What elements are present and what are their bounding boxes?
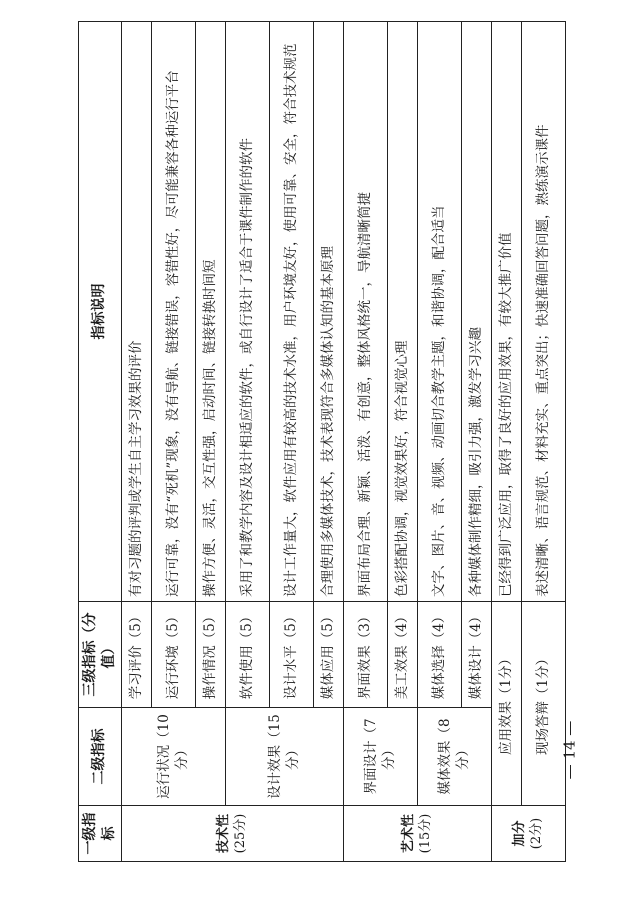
desc-cell: 色彩搭配协调，视觉效果好，符合视觉心理 bbox=[387, 22, 417, 602]
page-number-text: — 14 — bbox=[560, 720, 578, 780]
group-score: (15分) bbox=[418, 813, 434, 854]
level3-cell: 学习评价（5） bbox=[121, 602, 151, 708]
desc-cell: 文字、图片、音、视频、动画切合教学主题，和谐协调，配合适当 bbox=[417, 22, 461, 602]
level3-cell: 美工效果（4） bbox=[387, 602, 417, 708]
table-row bbox=[343, 22, 387, 862]
level2-design: 设计效果（15分） bbox=[225, 708, 343, 806]
level3-cell: 运行环境（5） bbox=[151, 602, 195, 708]
desc-cell: 设计工作量大，软件应用有较高的技术水准，用户环境友好，使用可靠、安全，符合技术规范 bbox=[269, 22, 313, 602]
level3-cell: 媒体选择（4） bbox=[417, 602, 461, 708]
level3-cell: 界面效果（3） bbox=[343, 602, 387, 708]
group-name: 技术性 bbox=[215, 814, 231, 854]
level2-defense: 现场答辩（1分） bbox=[521, 602, 565, 806]
header-level1: 一级指标 bbox=[79, 806, 122, 862]
desc-cell: 合理使用多媒体技术，技术表现符合多媒体认知的基本原理 bbox=[313, 22, 343, 602]
desc-cell: 采用了和教学内容及设计相适应的软件，或自行设计了适合于课件制作的软件 bbox=[225, 22, 269, 602]
level2-ui: 界面设计（7分） bbox=[343, 708, 417, 806]
header-desc: 指标说明 bbox=[79, 22, 122, 602]
group-score: (25分) bbox=[233, 813, 249, 854]
level3-cell: 媒体应用（5） bbox=[313, 602, 343, 708]
table-row bbox=[121, 22, 151, 862]
header-level3: 三级指标（分值） bbox=[79, 602, 122, 708]
level3-cell: 媒体设计（4） bbox=[461, 602, 491, 708]
table-header-row bbox=[79, 22, 122, 862]
desc-cell: 界面布局合理、新颖、活泼、有创意，整体风格统一，导航清晰简捷 bbox=[343, 22, 387, 602]
evaluation-criteria-table bbox=[78, 21, 566, 862]
level2-run: 运行状况（10分） bbox=[121, 708, 225, 806]
level3-cell: 软件使用（5） bbox=[225, 602, 269, 708]
group-bonus bbox=[491, 806, 565, 862]
level3-cell: 操作情况（5） bbox=[195, 602, 225, 708]
table-row bbox=[225, 22, 269, 862]
rotated-table-wrapper bbox=[78, 22, 552, 862]
desc-cell: 已经得到广泛应用，取得了良好的应用效果，有较大推广价值 bbox=[491, 22, 521, 602]
desc-cell: 表述清晰、语言规范、材料充实、重点突出；快速准确回答问题，熟练演示课件 bbox=[521, 22, 565, 602]
group-artistic bbox=[343, 806, 491, 862]
group-name: 加分 bbox=[511, 820, 527, 847]
desc-cell: 操作方便、灵活，交互性强，启动时间、链接转换时间短 bbox=[195, 22, 225, 602]
level3-cell: 设计水平（5） bbox=[269, 602, 313, 708]
page-number bbox=[549, 700, 589, 800]
level2-media: 媒体效果（8分） bbox=[417, 708, 491, 806]
level2-apply: 应用效果（1分） bbox=[491, 602, 521, 806]
table-row bbox=[417, 22, 461, 862]
group-technical bbox=[121, 806, 343, 862]
desc-cell: 有对习题的评判或学生自主学习效果的评价 bbox=[121, 22, 151, 602]
table-row bbox=[491, 22, 521, 862]
header-level2: 二级指标 bbox=[79, 708, 122, 806]
group-score: (2分) bbox=[529, 817, 545, 850]
desc-cell: 各种媒体制作精细，吸引力强，激发学习兴趣 bbox=[461, 22, 491, 602]
group-name: 艺术性 bbox=[400, 814, 416, 854]
desc-cell: 运行可靠，没有“死机”现象，没有导航、链接错误，容错性好，尽可能兼容各种运行平台 bbox=[151, 22, 195, 602]
